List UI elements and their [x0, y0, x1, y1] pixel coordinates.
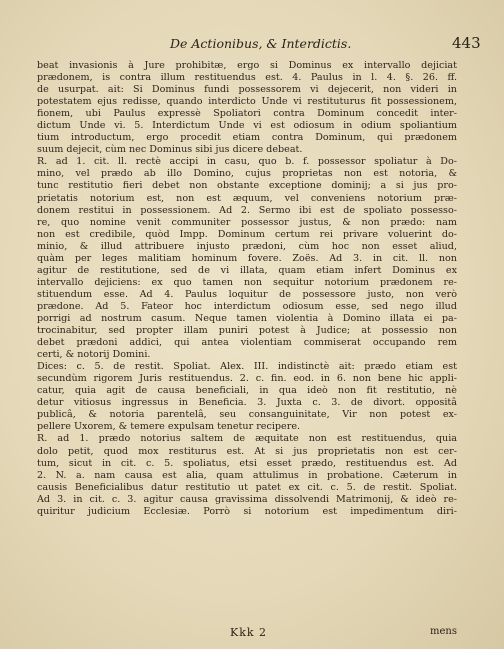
text-line: trocinabitur, sed propter illam puniri potest à Judice; at possessio non [37, 325, 457, 337]
text-line: prædone. Ad 5. Fateor hoc interdictum odiosum esse, sed nego illud [37, 300, 457, 312]
text-line: causis Beneficialibus datur restitutio ut patet ex cit. c. 5. de restit. Spoliat. [37, 481, 457, 493]
page-footer [0, 626, 504, 642]
catchword: mens [430, 626, 457, 637]
text-line: quiritur judicium Ecclesiæ. Porrò si notorium est impedimentum diri- [37, 505, 457, 517]
text-line: stituendum esse. Ad 4. Paulus loquitur de possessore justo, non verò [37, 288, 457, 300]
text-line: R. ad 1. prædo notorius saltem de æquitate non est restituendus, quia [37, 433, 457, 445]
text-line: potestatem ejus redisse, quando interdicto Unde vi restituturus fit possessionem, [37, 96, 457, 108]
text-line: publicâ, & notoria parentelâ, seu consanguinitate, Vir non potest ex- [37, 409, 457, 421]
text-line: non est credibile, quòd Impp. Dominum certum rei privare voluerint do- [37, 228, 457, 240]
text-line: quàm per leges malitiam hominum fovere. Zoës. Ad 3. in cit. ll. non [37, 252, 457, 264]
text-line: debet prædoni addici, qui antea violentiam commiserat occupando rem [37, 337, 457, 349]
text-line: agitur de restitutione, sed de vi illata, quam etiam infert Dominus ex [37, 264, 457, 276]
text-line: dolo petit, quod mox restiturus est. At si jus proprietatis non est cer- [37, 445, 457, 457]
text-line: minio, & illud attribuere injusto prædoni, cùm hoc non esset aliud, [37, 240, 457, 252]
text-line: fionem, ubi Paulus expressè Spoliatori contra Dominum concedit inter- [37, 108, 457, 120]
text-line: tunc restitutio fieri debet non obstante exceptione dominij; a si jus pro- [37, 180, 457, 192]
text-line: Ad 3. in cit. c. 3. agitur causa gravissima dissolvendi Matrimonij, & ideò re- [37, 493, 457, 505]
text-line: beat invasionis à Jure prohibitæ, ergo si Dominus ex intervallo dejiciat [37, 60, 457, 71]
text-line: dictum Unde vi. 5. Interdictum Unde vi est odiosum in odium spoliantium [37, 120, 457, 132]
page-header [0, 36, 504, 54]
text-line: catur, quia agit de causa beneficiali, in qua ideò non fit restitutio, nè [37, 385, 457, 397]
text-line: donem restitui in possessionem. Ad 2. Sermo ibi est de spoliato possesso- [37, 204, 457, 216]
text-line: prietatis notorium est, non est æquum, vel conveniens notorium præ- [37, 192, 457, 204]
text-line: mino, vel prædo ab illo Domino, cujus proprietas non est notoria, & [37, 168, 457, 180]
text-line: re, quo nomine venit communiter possessor justus, & non prædo: nam [37, 216, 457, 228]
body-text [37, 60, 457, 518]
text-line: porrigi ad nostrum casum. Neque tamen violentia à Domino illata ei pa- [37, 312, 457, 324]
text-line: detur vitiosus ingressus in Beneficia. 3. Juxta c. 3. de divort. oppositâ [37, 397, 457, 409]
text-line: secundùm rigorem Juris restituendus. 2. c. fin. eod. in 6. non bene hic appli- [37, 373, 457, 385]
text-line: Dices: c. 5. de restit. Spoliat. Alex. III. indistinctè ait: prædo etiam est [37, 361, 457, 373]
text-line: suum dejecit, cùm nec Dominus sibi jus dicere debeat. [37, 144, 303, 156]
text-line: pellere Uxorem, & temere expulsam tenetur recipere. [37, 421, 301, 433]
text-line: R. ad 1. cit. ll. rectè accipi in casu, quo b. f. possessor spoliatur à Do- [37, 156, 457, 168]
page-number: 443 [452, 34, 481, 52]
text-line: de usurpat. ait: Si Dominus fundi possessorem vi dejecerit, non videri in [37, 84, 457, 96]
text-line: intervallo dejiciens: ex quo tamen non sequitur notorium prædonem re- [37, 276, 457, 288]
signature-mark: Kkk 2 [230, 626, 268, 639]
running-head: De Actionibus, & Interdictis. [170, 36, 352, 51]
text-line: certi, & notorij Domini. [37, 349, 151, 361]
text-line: 2. N. a. nam causa est alia, quam attulimus in probatione. Cæterum in [37, 469, 457, 481]
text-line: tum, sicut in cit. c. 5. spoliatus, etsi esset prædo, restituendus est. Ad [37, 457, 457, 469]
text-line: prædonem, is contra illum restituendus est. 4. Paulus in l. 4. §. 26. ff. [37, 72, 457, 84]
text-line: tium introductum, ergo procedit etiam contra Dominum, qui prædonem [37, 132, 457, 144]
